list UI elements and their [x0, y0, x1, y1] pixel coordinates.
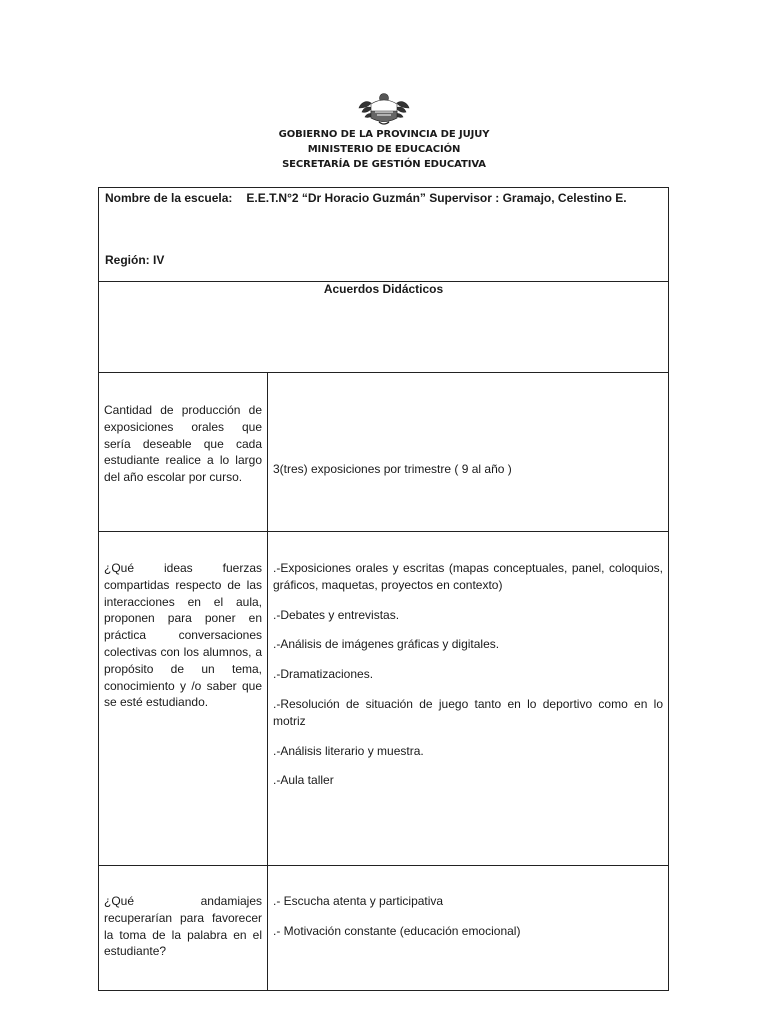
table-row — [99, 532, 669, 866]
answer-item: .-Exposiciones orales y escritas (mapas conceptuales, panel, coloquios, gráficos, maquetas, proyectos en contexto) — [273, 561, 663, 592]
answer-item: .-Dramatizaciones. — [273, 667, 374, 682]
header-ministry: MINISTERIO DE EDUCACIÓN — [307, 144, 461, 155]
table-row — [99, 373, 669, 532]
coat-of-arms-icon — [355, 92, 413, 126]
school-info-row — [99, 188, 669, 282]
didactic-agreements-table — [98, 187, 669, 991]
question-text: Cantidad de producción de exposiciones orales que sería deseable que cada estudiante realice a lo largo del año escolar por curso. — [104, 403, 262, 485]
document-header — [0, 127, 768, 172]
answer-item: .-Resolución de situación de juego tanto en lo deportivo como en lo motriz — [273, 696, 663, 728]
answer-item: .-Aula taller — [273, 773, 334, 788]
section-title-row — [99, 282, 669, 373]
answer-item: .-Análisis de imágenes gráficas y digitales. — [273, 637, 500, 652]
table-row — [99, 866, 669, 991]
section-title: Acuerdos Didácticos — [323, 282, 444, 296]
region-label: Región: IV — [105, 253, 165, 267]
answer-text: 3(tres) exposiciones por trimestre ( 9 al año ) — [273, 462, 512, 476]
answer-item: .-Debates y entrevistas. — [273, 607, 400, 622]
header-government: GOBIERNO DE LA PROVINCIA DE JUJUY — [278, 129, 490, 140]
header-secretariat: SECRETARÍA DE GESTIÓN EDUCATIVA — [282, 159, 486, 170]
question-text: ¿Qué ideas fuerzas compartidas respecto de las interacciones en el aula, proponen para poner en práctica conversaciones colectivas con los alumnos, a propósito de un tema, conocimiento y /o saber que se esté estudiando. — [104, 561, 262, 710]
school-name-line — [99, 188, 668, 206]
school-name-value: E.E.T.N°2 “Dr Horacio Guzmán” Supervisor : Gramajo, Celestino E. — [246, 191, 627, 205]
school-name-label: Nombre de la escuela: — [105, 191, 233, 205]
answer-item: .- Motivación constante (educación emocional) — [273, 923, 521, 938]
answer-item: .-Análisis literario y muestra. — [273, 743, 424, 758]
question-text: ¿Qué andamiajes recuperarían para favorecer la toma de la palabra en el estudiante? — [104, 894, 262, 959]
answer-item: .- Escucha atenta y participativa — [273, 894, 444, 908]
